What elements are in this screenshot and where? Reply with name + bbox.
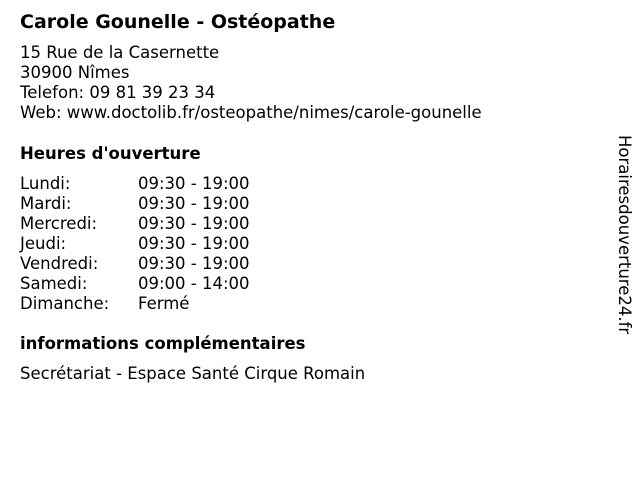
day-label: Jeudi: [20, 234, 67, 253]
opening-hours-heading: Heures d'ouverture [20, 144, 201, 163]
time-value: 09:30 - 19:00 [138, 234, 250, 253]
hours-row-monday [20, 174, 340, 194]
day-label: Mercredi: [20, 214, 98, 233]
time-value: 09:00 - 14:00 [138, 274, 250, 293]
hours-row-wednesday [20, 214, 340, 234]
day-label: Mardi: [20, 194, 72, 213]
contact-block [20, 43, 482, 123]
page-title: Carole Gounelle - Ostéopathe [20, 11, 336, 33]
opening-hours-table [20, 174, 340, 314]
additional-info-heading: informations complémentaires [20, 334, 306, 353]
hours-row-tuesday [20, 194, 340, 214]
day-label: Lundi: [20, 174, 71, 193]
day-label: Vendredi: [20, 254, 99, 273]
time-value: 09:30 - 19:00 [138, 194, 250, 213]
hours-row-saturday [20, 274, 340, 294]
time-value: 09:30 - 19:00 [138, 254, 250, 273]
day-label: Samedi: [20, 274, 88, 293]
time-value: 09:30 - 19:00 [138, 214, 250, 233]
phone-number: Telefon: 09 81 39 23 34 [20, 83, 216, 102]
day-label: Dimanche: [20, 294, 110, 313]
watermark-text: Horairesdouverture24.fr [615, 135, 634, 335]
watermark [612, 135, 636, 371]
time-value: Fermé [138, 294, 190, 313]
address-street: 15 Rue de la Casernette [20, 43, 220, 62]
website: Web: www.doctolib.fr/osteopathe/nimes/carole-gounelle [20, 103, 482, 122]
hours-row-friday [20, 254, 340, 274]
hours-row-sunday [20, 294, 340, 314]
address-city: 30900 Nîmes [20, 63, 130, 82]
additional-info-text: Secrétariat - Espace Santé Cirque Romain [20, 364, 366, 383]
hours-row-thursday [20, 234, 340, 254]
time-value: 09:30 - 19:00 [138, 174, 250, 193]
